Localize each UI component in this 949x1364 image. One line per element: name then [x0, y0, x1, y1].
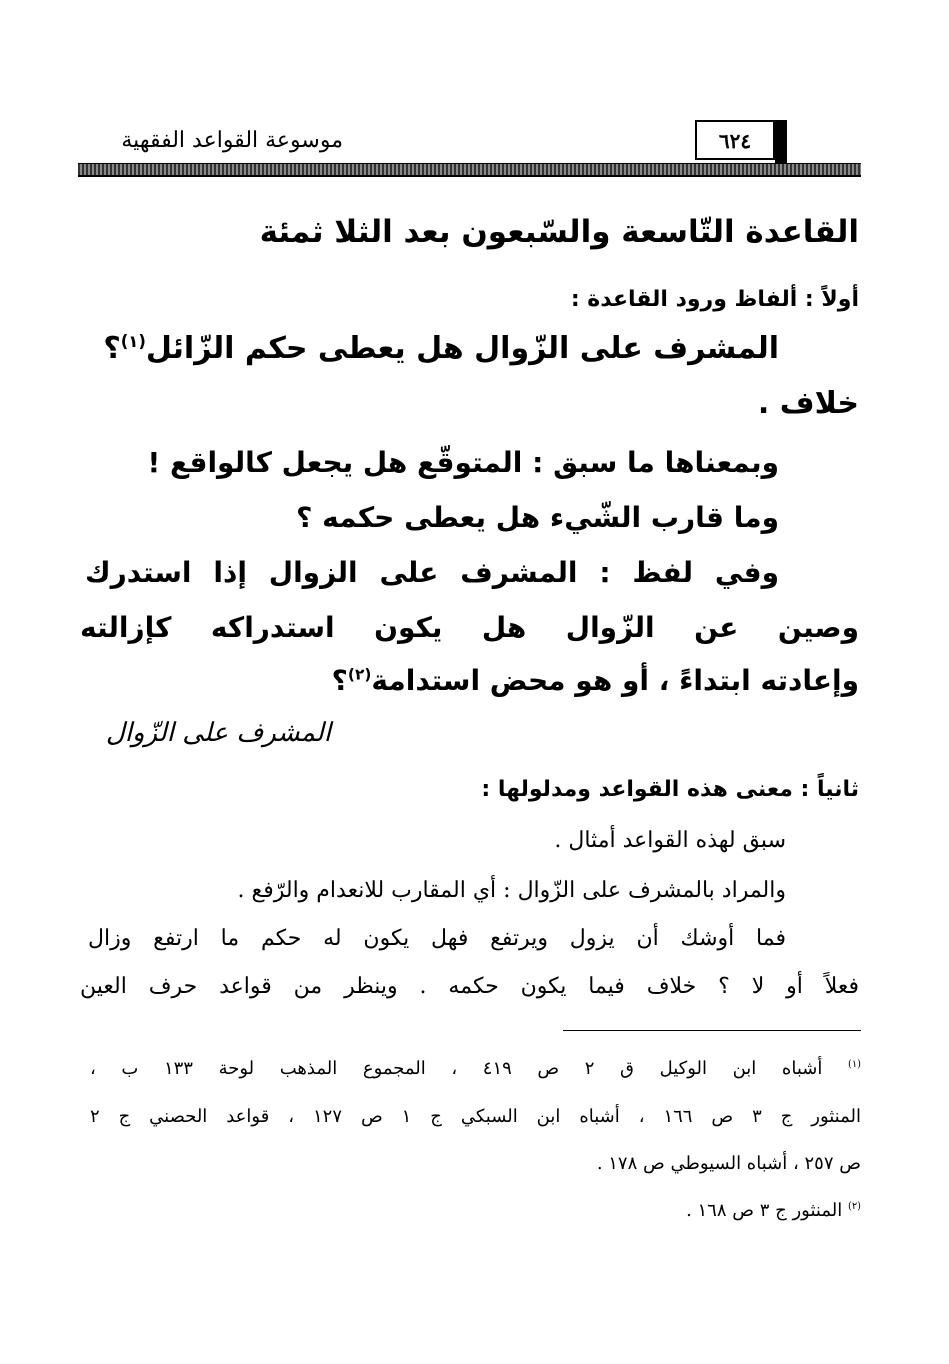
- page-number-box: [695, 120, 775, 160]
- similar-line-4: وصين عن الزّوال هل يكون استدراكه كإزالته: [80, 611, 859, 644]
- rule-question-mark: ؟: [103, 331, 121, 366]
- footnote-1-line-1: [90, 1058, 861, 1079]
- para-line-3: فما أوشك أن يزول ويرتفع فهل يكون له حكم ما ارتفع وزال: [88, 926, 786, 951]
- section1-title: أولاً : ألفاظ ورود القاعدة :: [570, 287, 859, 312]
- rule-heading: القاعدة التّاسعة والسّبعون بعد الثلا ثمئة: [259, 214, 859, 250]
- section2-title: ثانياً : معنى هذه القواعد ومدلولها :: [481, 777, 859, 802]
- similar-line-1: وبمعناها ما سبق : المتوقّع هل يجعل كالواقع !: [147, 446, 779, 479]
- similar-text-5: وإعادته ابتداءً ، أو هو محض استدامة: [371, 664, 859, 697]
- header-rule: [78, 163, 861, 177]
- footnote-2-marker: (٢): [847, 1201, 861, 1212]
- footnote-1-text-1: أشباه ابن الوكيل ق ٢ ص ٤١٩ ، المجموع المذهب لوحة ١٣٣ ب ،: [90, 1058, 823, 1079]
- footnote-2-text-1: المنثور ج ٣ ص ١٦٨ .: [686, 1200, 843, 1221]
- footnote-separator: [563, 1030, 861, 1031]
- similar-question-mark: ؟: [331, 664, 348, 697]
- similar-line-5: [332, 664, 859, 697]
- footnote-2-line-1: [686, 1200, 861, 1221]
- footnote-1-line-2: المنثور ج ٣ ص ١٦٦ ، أشباه ابن السبكي ج ١ ص ١٢٧ ، قواعد الحصني ج ٢: [90, 1106, 861, 1127]
- footnote-1-line-3: ص ٢٥٧ ، أشباه السيوطي ص ١٧٨ .: [596, 1153, 861, 1174]
- rule-line-1: [103, 331, 779, 366]
- footnote-ref-2: (٢): [347, 665, 372, 684]
- handwritten-note: المشرف على الزّوال: [105, 718, 331, 748]
- para-line-4: فعلاً أو لا ؟ خلاف فيما يكون حكمه . وينظر من قواعد حرف العين: [80, 974, 859, 999]
- similar-line-2: وما قارب الشّيء هل يعطى حكمه ؟: [296, 501, 779, 534]
- page-number: ٦٢٤: [718, 129, 752, 153]
- footnote-ref-1: (١): [120, 332, 146, 351]
- footnote-1-marker: (١): [847, 1059, 861, 1070]
- para-line-2: والمراد بالمشرف على الزّوال : أي المقارب للانعدام والرّفع .: [237, 878, 786, 903]
- rule-text-1: المشرف على الزّوال هل يعطى حكم الزّائل: [145, 331, 779, 366]
- para-line-1: سبق لهذه القواعد أمثال .: [554, 828, 786, 853]
- similar-line-3: وفي لفظ : المشرف على الزوال إذا استدرك: [85, 556, 779, 589]
- rule-line-2: خلاف .: [757, 386, 859, 421]
- book-title: موسوعة القواعد الفقهية: [121, 128, 343, 153]
